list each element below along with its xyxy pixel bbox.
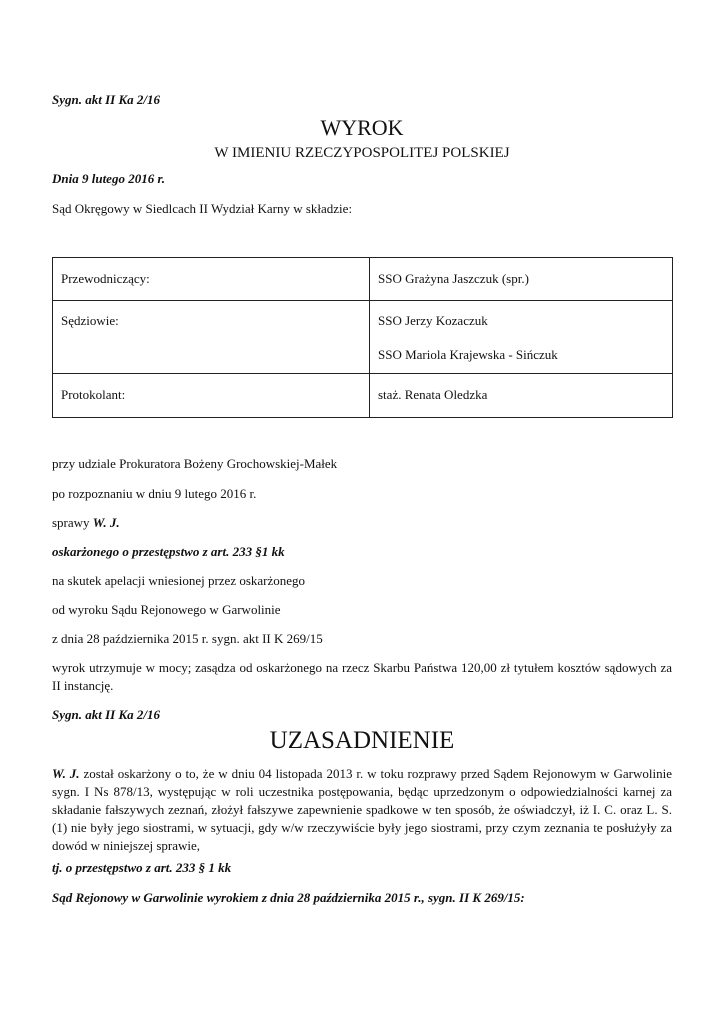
court-composition-intro: Sąd Okręgowy w Siedlcach II Wydział Karny w składzie: bbox=[52, 201, 353, 216]
verdict-date: Dnia 9 lutego 2016 r. bbox=[52, 171, 166, 186]
table-cell bbox=[53, 301, 370, 374]
verdict-text: wyrok utrzymuje w mocy; zasądza od oskarżonego na rzecz Skarbu Państwa 120,00 zł tytułem kosztów sądowych za II instancję. bbox=[52, 660, 672, 693]
verdict-subtitle: W IMIENIU RZECZYPOSPOLITEJ POLSKIEJ bbox=[214, 145, 510, 161]
judge-1: SSO Jerzy Kozaczuk bbox=[378, 313, 488, 328]
clerk-value: staż. Renata Oledzka bbox=[378, 387, 488, 402]
judges-label: Sędziowie: bbox=[61, 313, 119, 328]
hearing-line: po rozpoznaniu w dniu 9 lutego 2016 r. bbox=[52, 486, 257, 501]
justification-text: został oskarżony o to, że w dniu 04 listopada 2013 r. w toku rozprawy przed Sądem Rejonowym w Garwolinie sygn. I Ns 878/13, występując w roli uczestnika postępowania, będąc uprzedzonym o odpowiedzialności karnej za składanie fałszywych zeznań, złożył fałszywe zapewnienie spadkowe w ten sposób, że oświadczył, iż I. C. oraz L. S. (1) nie były jego siostrami, w sytuacji, gdy w/w rzeczywiście były jego siostrami, przy czym zeznania te posłużyły za dowód w niniejszej sprawie, bbox=[52, 766, 672, 853]
lower-court-line: od wyroku Sądu Rejonowego w Garwolinie bbox=[52, 602, 281, 617]
clerk-label: Protokolant: bbox=[61, 387, 126, 402]
justification-title: UZASADNIENIE bbox=[269, 727, 455, 754]
table-cell bbox=[370, 258, 673, 301]
table-cell bbox=[53, 374, 370, 418]
justification-charge: tj. o przestępstwo z art. 233 § 1 kk bbox=[52, 860, 232, 875]
justification-paragraph bbox=[52, 765, 672, 855]
case-line bbox=[52, 515, 120, 531]
court-composition-table bbox=[52, 257, 673, 418]
table-row bbox=[53, 301, 673, 374]
chair-label: Przewodniczący: bbox=[61, 271, 150, 286]
table-row bbox=[53, 374, 673, 418]
appeal-line: na skutek apelacji wniesionej przez oskarżonego bbox=[52, 573, 306, 588]
prosecutor-line: przy udziale Prokuratora Bożeny Grochowskiej-Małek bbox=[52, 456, 338, 471]
case-prefix: sprawy bbox=[52, 515, 93, 530]
table-row bbox=[53, 258, 673, 301]
case-signature: Sygn. akt II Ka 2/16 bbox=[52, 92, 160, 107]
judge-2: SSO Mariola Krajewska - Sińczuk bbox=[378, 347, 558, 362]
defendant-name: W. J. bbox=[52, 766, 80, 781]
table-cell bbox=[53, 258, 370, 301]
table-cell bbox=[370, 374, 673, 418]
justification-signature: Sygn. akt II Ka 2/16 bbox=[52, 707, 160, 722]
lower-court-date-line: z dnia 28 października 2015 r. sygn. akt II K 269/15 bbox=[52, 631, 323, 646]
defendant-name: W. J. bbox=[92, 515, 120, 530]
charge-line: oskarżonego o przestępstwo z art. 233 §1 kk bbox=[52, 544, 285, 559]
table-cell bbox=[370, 301, 673, 374]
lower-court-ruling: Sąd Rejonowy w Garwolinie wyrokiem z dnia 28 października 2015 r., sygn. II K 269/15: bbox=[52, 890, 525, 905]
chair-value: SSO Grażyna Jaszczuk (spr.) bbox=[378, 271, 529, 286]
verdict-title: WYROK bbox=[320, 115, 404, 140]
